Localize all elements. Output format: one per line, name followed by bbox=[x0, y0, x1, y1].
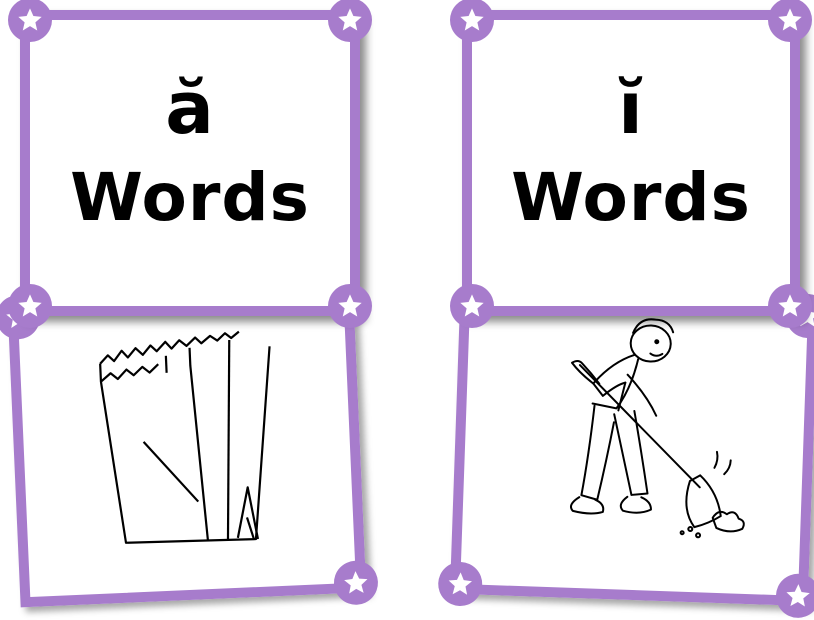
vowel-card-short-i[interactable] bbox=[462, 10, 800, 316]
picture-card-dig bbox=[450, 294, 814, 606]
card-label: Words bbox=[511, 159, 751, 236]
star-icon bbox=[775, 573, 814, 619]
vowel-letter: ă bbox=[165, 66, 215, 150]
vowel-letter: ĭ bbox=[618, 66, 644, 150]
paper-bag-illustration bbox=[78, 315, 298, 554]
card-label: Words bbox=[70, 159, 310, 236]
star-icon bbox=[768, 284, 812, 328]
star-icon bbox=[8, 0, 52, 42]
boy-digging-illustration bbox=[511, 311, 779, 560]
star-icon bbox=[768, 0, 812, 42]
picture-card-bag bbox=[8, 293, 367, 608]
star-icon bbox=[333, 560, 379, 606]
star-icon bbox=[8, 284, 52, 328]
star-icon bbox=[450, 284, 494, 328]
star-icon bbox=[450, 0, 494, 42]
star-icon bbox=[437, 561, 483, 607]
star-icon bbox=[328, 284, 372, 328]
vowel-card-short-a[interactable] bbox=[20, 10, 360, 316]
star-icon bbox=[328, 0, 372, 42]
